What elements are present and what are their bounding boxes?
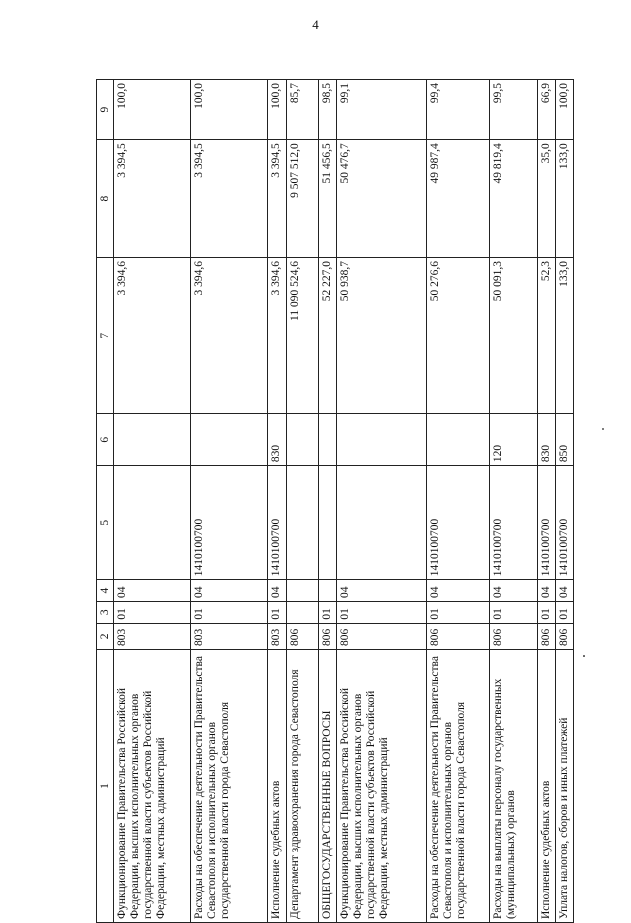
section-code: 01 xyxy=(538,601,556,623)
department-code: 803 xyxy=(191,623,268,649)
execution-percent: 99,5 xyxy=(490,80,538,140)
target-article-code xyxy=(114,466,191,580)
execution-percent: 99,1 xyxy=(337,80,427,140)
subsection-code: 04 xyxy=(337,580,427,602)
subsection-code: 04 xyxy=(268,580,287,602)
executed-amount: 3 394,5 xyxy=(191,140,268,258)
department-code: 806 xyxy=(556,623,574,649)
table-row xyxy=(319,80,337,923)
target-article-code: 1410100700 xyxy=(268,466,287,580)
executed-amount: 133,0 xyxy=(556,140,574,258)
approved-amount: 3 394,6 xyxy=(114,258,191,414)
table-row xyxy=(191,80,268,923)
scan-speck xyxy=(583,655,585,657)
column-number-header: 9 xyxy=(97,80,114,140)
expense-type-code xyxy=(337,414,427,466)
subsection-code: 04 xyxy=(114,580,191,602)
column-number-header: 2 xyxy=(97,623,114,649)
expense-type-code xyxy=(287,414,319,466)
section-code: 01 xyxy=(319,601,337,623)
target-article-code: 1410100700 xyxy=(490,466,538,580)
expense-name: Расходы на обеспечение деятельности Правительства Севастополя и исполнительных органов государственной власти города Севастополя xyxy=(427,650,490,923)
table-row xyxy=(337,80,427,923)
table-row xyxy=(427,80,490,923)
expense-name: Функционирование Правительства Российской Федерации, высших исполнительных органов государственной власти субъектов Российской Федерации, местных администраций xyxy=(337,650,427,923)
page-number: 4 xyxy=(312,17,319,32)
executed-amount: 35,0 xyxy=(538,140,556,258)
target-article-code: 1410100700 xyxy=(427,466,490,580)
target-article-code: 1410100700 xyxy=(556,466,574,580)
subsection-code: 04 xyxy=(538,580,556,602)
expense-name: Исполнение судебных актов xyxy=(268,650,287,923)
expense-name: Расходы на выплаты персоналу государственных (муниципальных) органов xyxy=(490,650,538,923)
expense-type-code: 850 xyxy=(556,414,574,466)
department-code: 806 xyxy=(490,623,538,649)
column-number-header: 4 xyxy=(97,580,114,602)
approved-amount: 50 276,6 xyxy=(427,258,490,414)
section-code: 01 xyxy=(191,601,268,623)
target-article-code xyxy=(337,466,427,580)
execution-percent: 98,5 xyxy=(319,80,337,140)
target-article-code xyxy=(287,466,319,580)
department-code: 806 xyxy=(287,623,319,649)
target-article-code: 1410100700 xyxy=(538,466,556,580)
expense-type-code xyxy=(191,414,268,466)
executed-amount: 49 819,4 xyxy=(490,140,538,258)
expense-type-code: 830 xyxy=(268,414,287,466)
execution-percent: 100,0 xyxy=(556,80,574,140)
approved-amount: 52,3 xyxy=(538,258,556,414)
executed-amount: 3 394,5 xyxy=(114,140,191,258)
table-row xyxy=(268,80,287,923)
column-number-header: 6 xyxy=(97,414,114,466)
execution-percent: 99,4 xyxy=(427,80,490,140)
executed-amount: 3 394,5 xyxy=(268,140,287,258)
table-row xyxy=(538,80,556,923)
section-code: 01 xyxy=(337,601,427,623)
subsection-code: 04 xyxy=(191,580,268,602)
department-code: 803 xyxy=(268,623,287,649)
column-number-header: 1 xyxy=(97,650,114,923)
section-code: 01 xyxy=(114,601,191,623)
table-row xyxy=(287,80,319,923)
table-row xyxy=(114,80,191,923)
budget-table xyxy=(96,79,574,923)
column-numbers-row xyxy=(97,80,114,923)
executed-amount: 50 476,7 xyxy=(337,140,427,258)
subsection-code xyxy=(319,580,337,602)
expense-name: Функционирование Правительства Российской Федерации, высших исполнительных органов государственной власти субъектов Российской Федерации, местных администраций xyxy=(114,650,191,923)
table-row xyxy=(490,80,538,923)
column-number-header: 5 xyxy=(97,466,114,580)
expense-name: Департамент здравоохранения города Севастополя xyxy=(287,650,319,923)
table-row xyxy=(556,80,574,923)
scan-speck xyxy=(602,428,604,430)
approved-amount: 52 227,0 xyxy=(319,258,337,414)
column-number-header: 8 xyxy=(97,140,114,258)
executed-amount: 51 456,5 xyxy=(319,140,337,258)
approved-amount: 3 394,6 xyxy=(268,258,287,414)
department-code: 806 xyxy=(427,623,490,649)
department-code: 806 xyxy=(319,623,337,649)
executed-amount: 49 987,4 xyxy=(427,140,490,258)
section-code: 01 xyxy=(268,601,287,623)
execution-percent: 100,0 xyxy=(114,80,191,140)
approved-amount: 50 091,3 xyxy=(490,258,538,414)
executed-amount: 9 507 512,0 xyxy=(287,140,319,258)
section-code xyxy=(287,601,319,623)
expense-name: Исполнение судебных актов xyxy=(538,650,556,923)
department-code: 806 xyxy=(337,623,427,649)
approved-amount: 50 938,7 xyxy=(337,258,427,414)
subsection-code xyxy=(287,580,319,602)
column-number-header: 7 xyxy=(97,258,114,414)
subsection-code: 04 xyxy=(556,580,574,602)
section-code: 01 xyxy=(556,601,574,623)
subsection-code: 04 xyxy=(427,580,490,602)
expense-name: Уплата налогов, сборов и иных платежей xyxy=(556,650,574,923)
execution-percent: 100,0 xyxy=(268,80,287,140)
expense-type-code: 830 xyxy=(538,414,556,466)
department-code: 806 xyxy=(538,623,556,649)
approved-amount: 133,0 xyxy=(556,258,574,414)
expense-type-code: 120 xyxy=(490,414,538,466)
expense-name: ОБЩЕГОСУДАРСТВЕННЫЕ ВОПРОСЫ xyxy=(319,650,337,923)
execution-percent: 66,9 xyxy=(538,80,556,140)
expense-type-code xyxy=(319,414,337,466)
execution-percent: 85,7 xyxy=(287,80,319,140)
expense-type-code xyxy=(427,414,490,466)
target-article-code: 1410100700 xyxy=(191,466,268,580)
department-code: 803 xyxy=(114,623,191,649)
section-code: 01 xyxy=(427,601,490,623)
expense-name: Расходы на обеспечение деятельности Правительства Севастополя и исполнительных органов государственной власти города Севастополя xyxy=(191,650,268,923)
column-number-header: 3 xyxy=(97,601,114,623)
subsection-code: 04 xyxy=(490,580,538,602)
target-article-code xyxy=(319,466,337,580)
execution-percent: 100,0 xyxy=(191,80,268,140)
expense-type-code xyxy=(114,414,191,466)
approved-amount: 11 090 524,6 xyxy=(287,258,319,414)
approved-amount: 3 394,6 xyxy=(191,258,268,414)
section-code: 01 xyxy=(490,601,538,623)
rotated-table-frame xyxy=(96,79,570,923)
